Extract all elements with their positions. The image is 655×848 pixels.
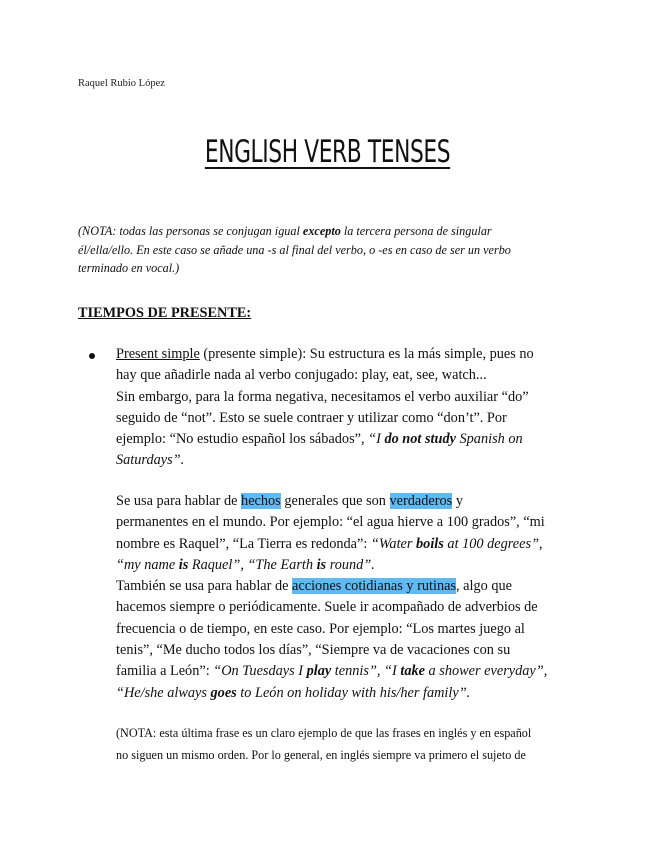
example-text: Spanish on: [455, 431, 523, 448]
section-heading: TIEMPOS DE PRESENTE:: [78, 305, 252, 321]
example-text: a shower everyday”,: [424, 663, 548, 680]
example-emphasis: is: [316, 556, 327, 573]
paragraph-text: hacemos siempre o periódicamente. Suele ir acompañado de adverbios de: [116, 599, 538, 616]
example-text: round”.: [326, 556, 375, 573]
example-emphasis: goes: [210, 684, 237, 701]
paragraph-text: (presente simple): Su estructura es la más simple, pues no: [199, 346, 534, 362]
example-text: to León on holiday with his/her family”.: [236, 684, 471, 701]
note-word-order: [116, 722, 582, 766]
term-present-simple: Present simple: [116, 346, 200, 362]
paragraph-text: frecuencia o de tiempo, en este caso. Por ejemplo: “Los martes juego al: [116, 620, 525, 637]
paragraph-text: nombre es Raquel”, “La Tierra es redonda”:: [116, 535, 371, 552]
example-emphasis: is: [178, 556, 189, 573]
example-emphasis: boils: [416, 535, 444, 552]
paragraph-text: hay que añadirle nada al verbo conjugado: play, eat, see, watch...: [116, 367, 487, 384]
example-text: at 100 degrees”,: [443, 535, 543, 552]
note-conjugation: [78, 222, 578, 278]
document-title: ENGLISH VERB TENSES: [204, 134, 451, 170]
example-text: Raquel”, “The Earth: [188, 556, 317, 573]
example-text: “He/she always: [116, 684, 211, 701]
highlight-hechos: hechos: [241, 493, 281, 509]
note-text: (NOTA: todas las personas se conjugan igual: [78, 224, 303, 238]
paragraph-text: tenis”, “Me ducho todos los días”, “Siempre va de vacaciones con su: [116, 642, 511, 659]
example-text: Saturdays”.: [116, 452, 185, 469]
note-text: (NOTA: esta última frase es un claro ejemplo de que las frases en inglés y en español: [116, 726, 532, 740]
paragraph-text: También se usa para hablar de: [116, 578, 293, 595]
paragraph-text: permanentes en el mundo. Por ejemplo: “el agua hierve a 100 grados”, “mi: [116, 514, 545, 531]
paragraph-present-simple: [116, 344, 582, 472]
example-emphasis: do not study: [384, 431, 456, 448]
example-text: “Water: [370, 535, 417, 552]
paragraph-uses: [116, 491, 582, 704]
note-emphasis: excepto: [302, 224, 341, 238]
example-text: “I: [368, 431, 385, 448]
paragraph-text: generales que son: [280, 493, 390, 509]
paragraph-text: ejemplo: “No estudio español los sábados”,: [116, 431, 369, 448]
paragraph-text: , algo que: [456, 578, 512, 595]
bullet-icon: [89, 353, 95, 359]
example-emphasis: take: [400, 663, 425, 680]
author-name: Raquel Rubio López: [78, 78, 165, 89]
paragraph-text: Se usa para hablar de: [116, 493, 242, 509]
paragraph-text: Sin embargo, para la forma negativa, necesitamos el verbo auxiliar “do”: [116, 388, 529, 405]
note-text: no siguen un mismo orden. Por lo general, en inglés siempre va primero el sujeto de: [116, 748, 526, 762]
highlight-acciones: acciones cotidianas y rutinas: [292, 578, 457, 595]
note-text: terminado en vocal.): [78, 261, 180, 275]
highlight-verdaderos: verdaderos: [389, 493, 453, 509]
paragraph-text: seguido de “not”. Esto se suele contraer y utilizar como “don’t”. Por: [116, 409, 507, 426]
example-text: “my name: [116, 556, 179, 573]
paragraph-text: y: [452, 493, 463, 509]
example-emphasis: play: [306, 663, 332, 680]
paragraph-text: familia a León”:: [116, 663, 214, 680]
note-text: él/ella/ello. En este caso se añade una -s al final del verbo, o -es en caso de ser un verbo: [78, 242, 511, 257]
example-text: tennis”, “I: [331, 663, 401, 680]
note-text: la tercera persona de singular: [340, 224, 492, 238]
example-text: “On Tuesdays I: [213, 663, 307, 680]
